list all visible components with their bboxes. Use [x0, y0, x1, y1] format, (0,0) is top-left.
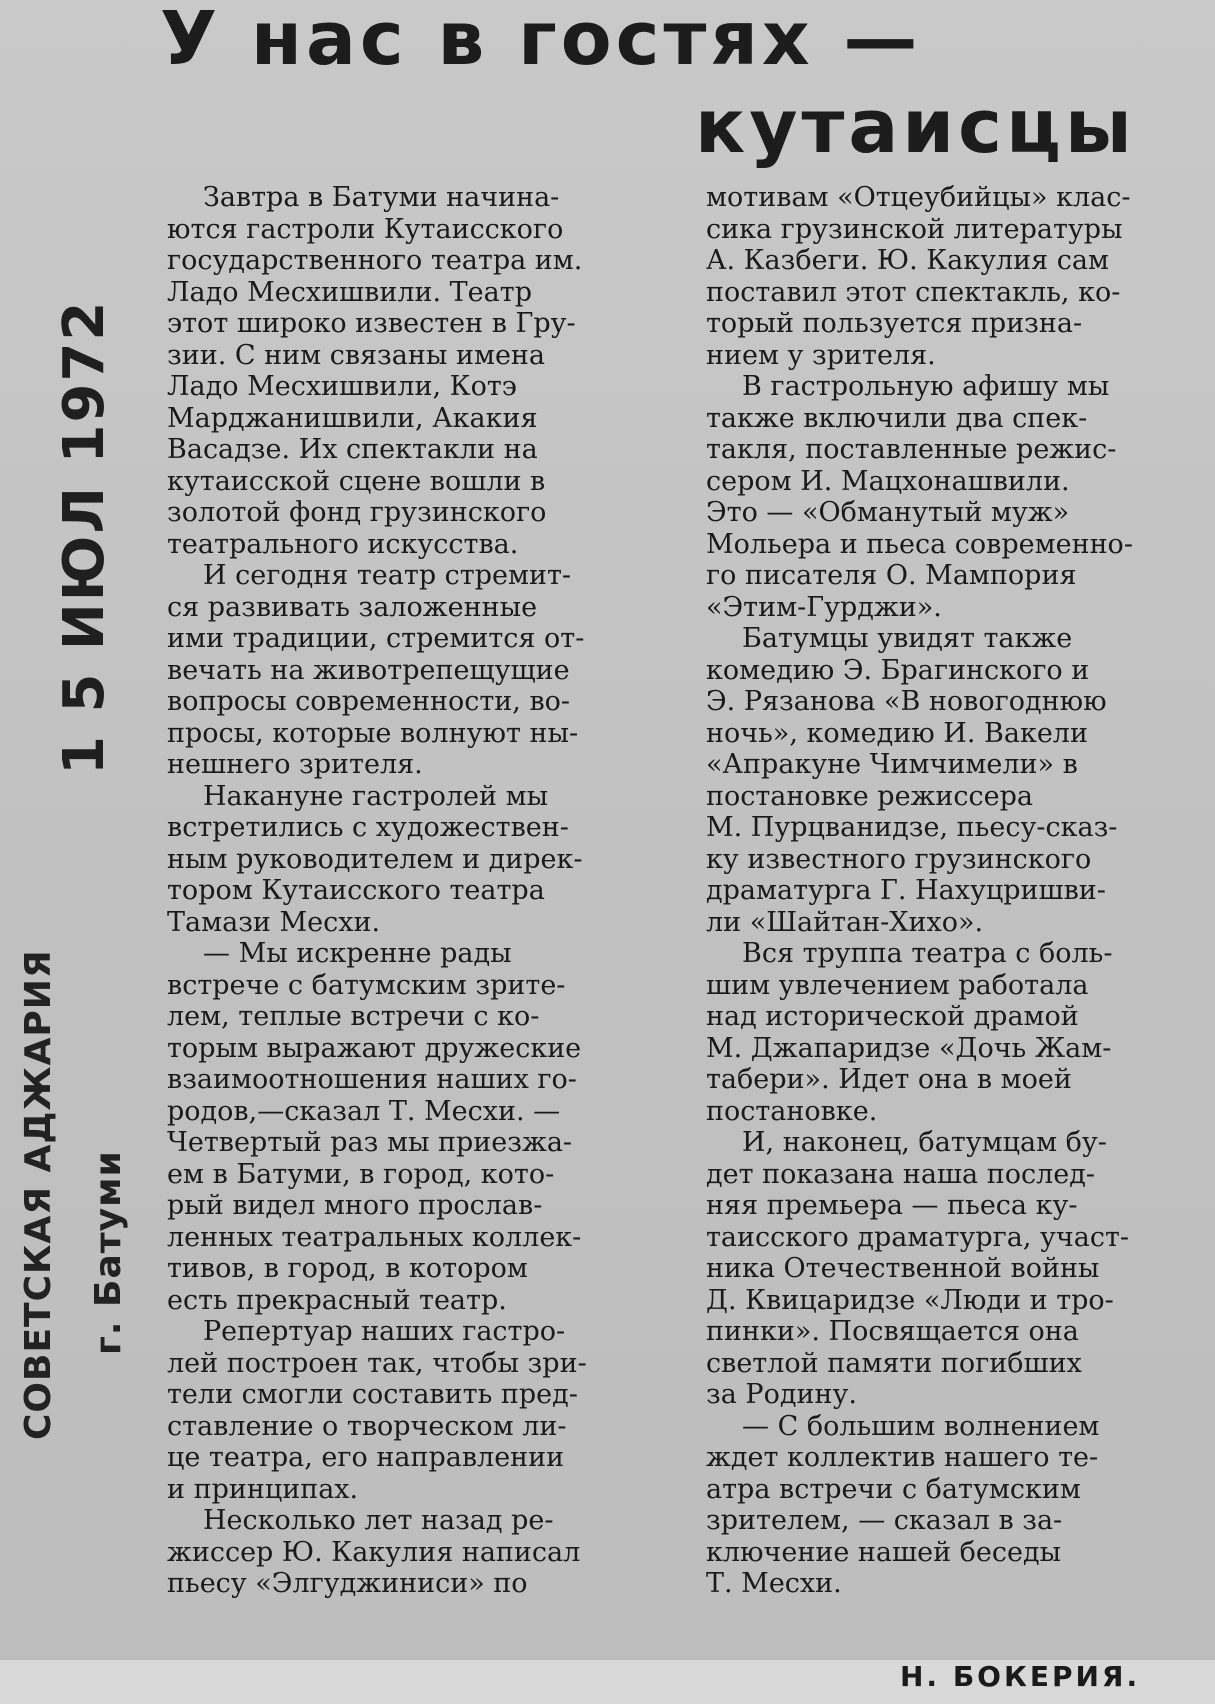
article-line: взаимоотношения наших го-	[167, 1064, 577, 1095]
article-line: торый пользуется призна-	[706, 308, 1083, 339]
article-line: ным руководителем и дирек-	[167, 843, 583, 875]
article-line: М. Пурцванидзе, пьесу-сказ-	[706, 812, 1118, 843]
article-line: Марджанишвили, Акакия	[167, 402, 538, 434]
article-line: го писателя О. Мампория	[706, 560, 1077, 591]
article-line: рый видел много прослав-	[167, 1190, 543, 1221]
article-line: драматурга Г. Нахуцришви-	[706, 875, 1106, 906]
article-line: Четвертый раз мы приезжа-	[167, 1127, 573, 1158]
article-line: кутаисской сцене вошли в	[167, 465, 546, 497]
article-line: шим увлечением работала	[706, 969, 1089, 1001]
article-line: Несколько лет назад ре-	[203, 1505, 554, 1536]
article-line: Д. Квицаридзе «Люди и тро-	[706, 1284, 1114, 1316]
article-line: тивов, в город, в котором	[167, 1253, 528, 1284]
article-line: «Апракуне Чимчимели» в	[706, 749, 1078, 780]
article-line: вечать на животрепещущие	[167, 654, 570, 686]
article-line: поставил этот спектакль, ко-	[706, 276, 1121, 308]
article-line: жиссер Ю. Какулия написал	[167, 1536, 581, 1568]
article-line: Батумцы увидят также	[742, 623, 1073, 654]
article-line: дет показана наша послед-	[706, 1158, 1095, 1190]
article-line: «Этим-Гурджи».	[706, 591, 942, 623]
article-line: зрителем, — сказал в за-	[706, 1505, 1063, 1536]
article-line: лем, теплые встречи с ко-	[167, 1001, 540, 1032]
article-line: няя премьера — пьеса ку-	[706, 1190, 1078, 1221]
city-stamp: г. Батуми	[88, 1150, 129, 1355]
article-line: Э. Рязанова «В новогоднюю	[706, 686, 1107, 717]
article-line: ку известного грузинского	[706, 843, 1092, 875]
article-line: И, наконец, батумцам бу-	[742, 1127, 1107, 1158]
article-line: лей построен так, чтобы зри-	[167, 1347, 587, 1379]
article-line: и принципах.	[167, 1473, 359, 1505]
article-line: просы, которые волнуют ны-	[167, 717, 579, 749]
article-line: ся развивать заложенные	[167, 591, 538, 623]
article-line: ждет коллектив нашего те-	[706, 1442, 1099, 1473]
article-line: Васадзе. Их спектакли на	[167, 434, 538, 465]
article-line: А. Казбеги. Ю. Какулия сам	[706, 245, 1109, 276]
article-line: постановке.	[706, 1095, 878, 1127]
article-line: зии. С ним связаны имена	[167, 339, 546, 371]
article-line: пинки». Посвящается она	[706, 1316, 1079, 1347]
article-line: Накануне гастролей мы	[203, 780, 549, 812]
article-line: театрального искусства.	[167, 528, 519, 560]
article-line: сером И. Мацхонашвили.	[706, 465, 1070, 497]
article-line: нием у зрителя.	[706, 339, 936, 371]
article-line: есть прекрасный театр.	[167, 1284, 507, 1316]
article-line: тором Кутаисского театра	[167, 875, 545, 906]
newspaper-name-stamp: СОВЕТСКАЯ АДЖАРИЯ	[18, 949, 59, 1440]
article-line: встретились с художествен-	[167, 812, 569, 843]
article-line: ли «Шайтан-Хихо».	[706, 906, 984, 938]
article-line: Вся труппа театра с боль-	[742, 938, 1113, 969]
article-line: сика грузинской литературы	[706, 213, 1123, 245]
headline-line-1: У нас в гостях —	[160, 0, 922, 82]
article-line: ника Отечественной войны	[706, 1253, 1100, 1284]
article-line: ем в Батуми, в город, кото-	[167, 1158, 555, 1190]
article-line: Ладо Месхишвили. Театр	[167, 276, 532, 308]
article-line: — С большим волнением	[742, 1410, 1100, 1442]
article-line: Это — «Обманутый муж»	[706, 497, 1070, 528]
article-line: ими традиции, стремится от-	[167, 623, 585, 654]
article-line: таисского драматурга, участ-	[706, 1221, 1130, 1253]
article-line: такля, поставленные режис-	[706, 434, 1117, 465]
article-line: над исторической драмой	[706, 1001, 1079, 1032]
article-line: Завтра в Батуми начина-	[203, 182, 560, 213]
article-column-right	[706, 182, 1196, 1600]
article-line: комедию Э. Брагинского и	[706, 654, 1090, 686]
article-line: Т. Месхи.	[706, 1568, 842, 1599]
article-line: постановке режиссера	[706, 780, 1033, 812]
article-line: за Родину.	[706, 1379, 857, 1410]
article-line: тели смогли составить пред-	[167, 1379, 578, 1410]
article-line: ленных театральных коллек-	[167, 1221, 582, 1253]
article-line: табери». Идет она в моей	[706, 1064, 1072, 1095]
article-line: ются гастроли Кутаисского	[167, 213, 564, 245]
article-line: мотивам «Отцеубийцы» клас-	[706, 182, 1131, 213]
article-line: Репертуар наших гастро-	[203, 1316, 566, 1347]
article-line: родов,—сказал Т. Месхи. —	[167, 1095, 561, 1127]
article-line: встрече с батумским зрите-	[167, 969, 566, 1001]
article-line: пьесу «Элгуджиниси» по	[167, 1568, 528, 1599]
headline-line-2: кутаисцы	[695, 84, 1136, 170]
article-line: государственного театра им.	[167, 245, 583, 276]
article-line: Тамази Месхи.	[167, 906, 381, 938]
article-line: И сегодня театр стремит-	[203, 560, 572, 591]
article-line: ключение нашей беседы	[706, 1536, 1062, 1568]
article-line: Мольера и пьеса современно-	[706, 528, 1133, 560]
article-line: также включили два спек-	[706, 402, 1088, 434]
article-line: М. Джапаридзе «Дочь Жам-	[706, 1032, 1112, 1064]
article-line: нешнего зрителя.	[167, 749, 423, 780]
author-signature: Н. БОКЕРИЯ.	[900, 1660, 1141, 1693]
article-line: этот широко известен в Гру-	[167, 308, 576, 339]
article-column-left	[167, 182, 659, 1600]
date-stamp: 1 5 ИЮЛ 1972	[52, 299, 117, 775]
article-line: це театра, его направлении	[167, 1442, 565, 1473]
article-line: Ладо Месхишвили, Котэ	[167, 371, 517, 402]
article-line: светлой памяти погибших	[706, 1347, 1082, 1379]
article-line: золотой фонд грузинского	[167, 497, 547, 528]
article-line: ночь», комедию И. Вакели	[706, 717, 1088, 749]
article-line: ставление о творческом ли-	[167, 1410, 567, 1442]
article-line: вопросы современности, во-	[167, 686, 571, 717]
article-line: В гастрольную афишу мы	[742, 371, 1110, 402]
article-line: торым выражают дружеские	[167, 1032, 582, 1064]
article-line: атра встречи с батумским	[706, 1473, 1081, 1505]
article-line: — Мы искренне рады	[203, 938, 512, 969]
